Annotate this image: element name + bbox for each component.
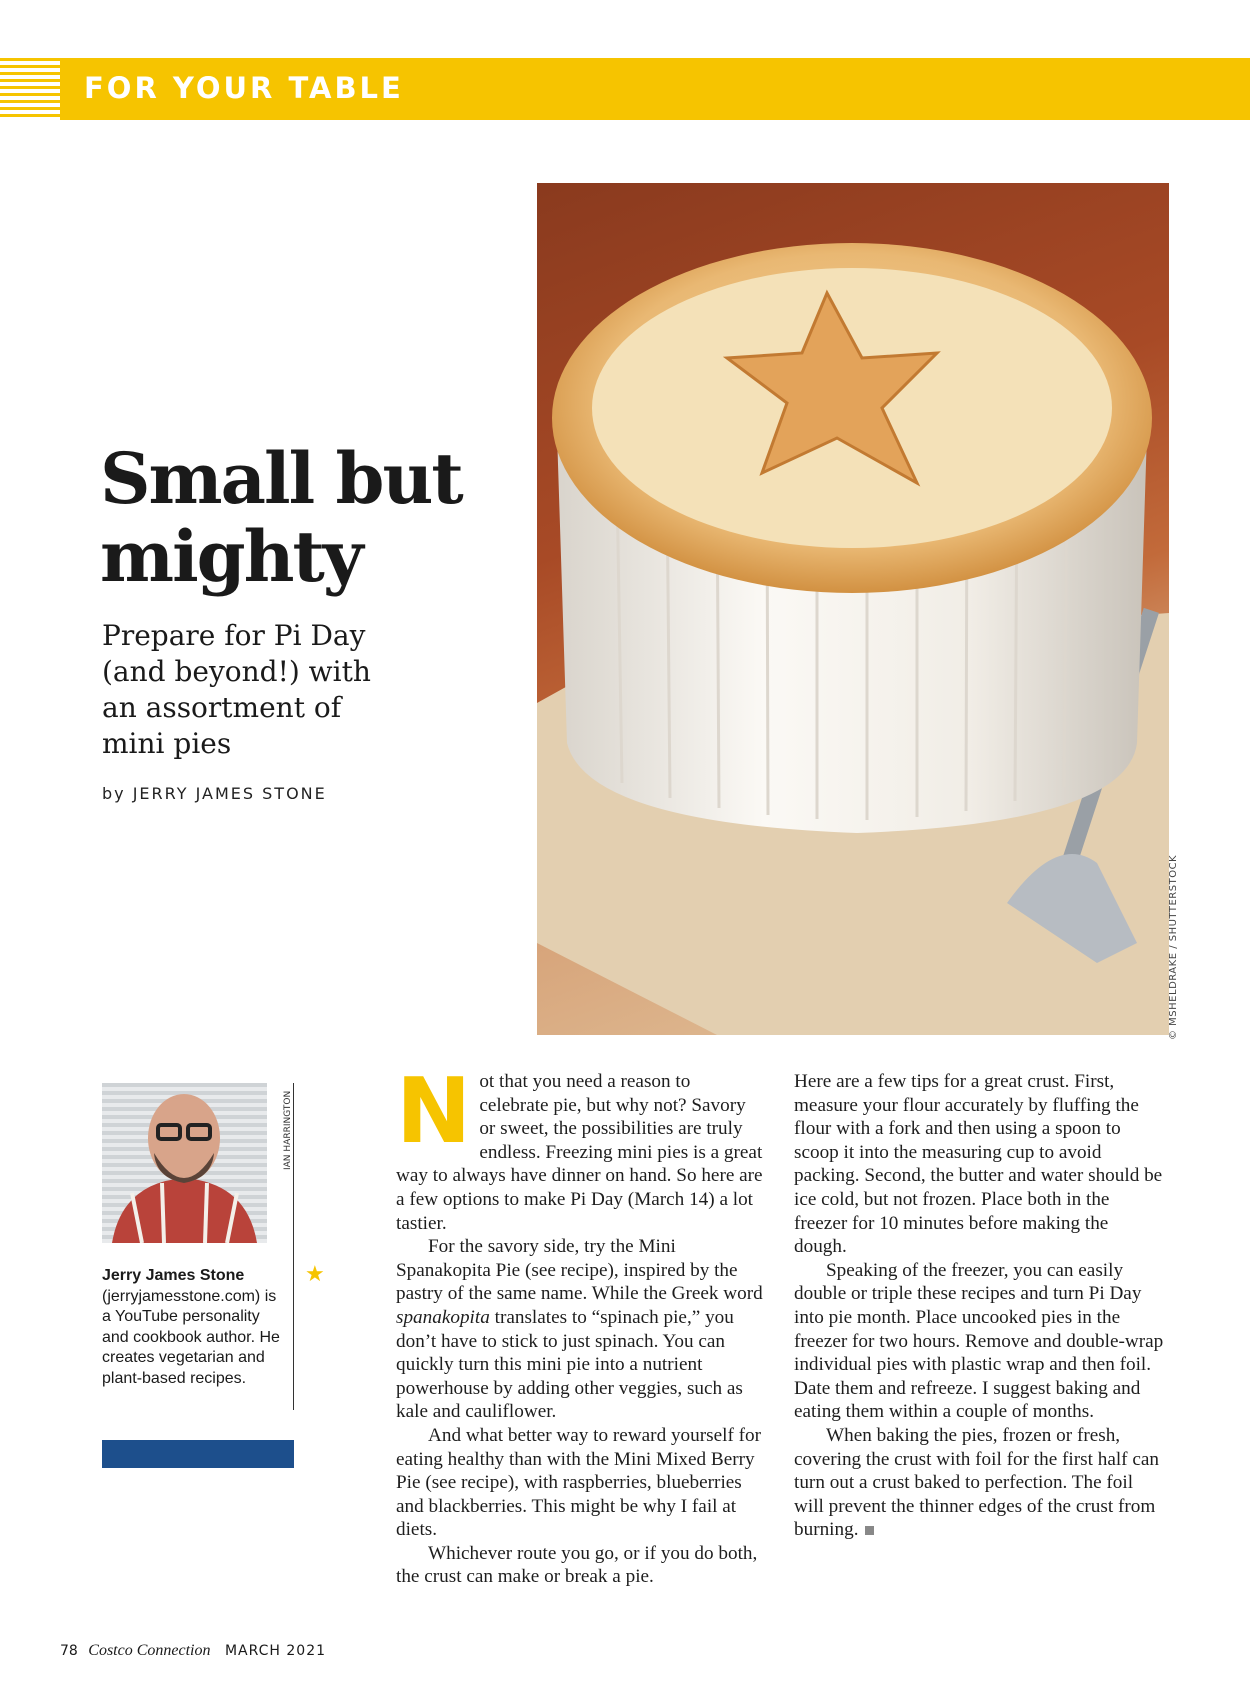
- banner-stripes: [0, 58, 60, 120]
- headline-line-2: mighty: [100, 515, 362, 598]
- author-name: Jerry James Stone: [102, 1267, 245, 1284]
- headline-line-1: Small but: [100, 437, 462, 520]
- author-description: (jerryjamesstone.com) is a YouTube personality and cookbook author. He creates vegetarian and plant-based recipes.: [102, 1287, 280, 1387]
- hero-photo: [537, 183, 1169, 1035]
- headline: [100, 437, 520, 598]
- body-column-1: [396, 1059, 764, 1589]
- section-title: FOR YOUR TABLE: [84, 71, 404, 105]
- paragraph-4: Whichever route you go, or if you do both, the crust can make or break a pie.: [396, 1542, 758, 1588]
- photo-credit: © MSHELDRAKE / SHUTTERSTOCK: [1168, 854, 1179, 1040]
- subheadline: Prepare for Pi Day (and beyond!) with an assortment of mini pies: [102, 619, 371, 760]
- author-photo: [102, 1083, 267, 1243]
- paragraph-2: For the savory side, try the Mini Spanakopita Pie (see recipe), inspired by the pastry of the same name. While the Greek word spanakopita translates to “spinach pie,” you don’t have to stick to just spinach. You can quickly turn this mini pie into a nutrient powerhouse by adding other veggies, such as kale and cauliflower.: [396, 1236, 763, 1423]
- page-footer: [60, 1642, 326, 1660]
- paragraph-5: Here are a few tips for a great crust. First, measure your flour accurately by fluffing the flour with a fork and then using a spoon to scoop it into the measuring cup to avoid packing. Second, the butter and water should be ice cold, but not frozen. Place both in the freezer for 10 minutes before making the dough.: [794, 1071, 1163, 1258]
- paragraph-3: And what better way to reward yourself for eating healthy than with the Mini Mixed Berry Pie (see recipe), with raspberries, blueberries and blackberries. This might be why I fail at diets.: [396, 1424, 761, 1541]
- author-photo-credit: IAN HARRINGTON: [283, 1090, 293, 1170]
- star-icon: ★: [305, 1262, 325, 1287]
- paragraph-7: When baking the pies, frozen or fresh, covering the crust with foil for the first half can turn out a crust baked to perfection. The foil will prevent the thinner edges of the crust from burning.: [794, 1424, 1159, 1541]
- author-divider: [293, 1083, 294, 1410]
- paragraph-1: Not that you need a reason to celebrate pie, but why not? Savory or sweet, the possibilities are truly endless. Freezing mini pies is a great way to always have dinner on hand. So here are a few options to make Pi Day (March 14) a lot tastier.: [396, 1059, 763, 1234]
- pie-illustration: [537, 183, 1169, 1035]
- drop-cap: N: [396, 1059, 472, 1164]
- paragraph-6: Speaking of the freezer, you can easily double or triple these recipes and turn Pi Day into pie month. Place uncooked pies in the freezer for two hours. Remove and double-wrap individual pies with plastic wrap and then foil. Date them and refreeze. I suggest baking and eating them within a couple of months.: [794, 1259, 1164, 1423]
- page-number: 78: [60, 1643, 78, 1659]
- issue-date: MARCH 2021: [224, 1643, 327, 1659]
- body-column-2: [794, 1070, 1164, 1542]
- byline: by JERRY JAMES STONE: [102, 784, 327, 803]
- section-banner: [60, 58, 1250, 120]
- end-mark-icon: [865, 1526, 874, 1535]
- author-bar: [102, 1440, 294, 1468]
- author-bio: [102, 1266, 287, 1389]
- magazine-name: Costco Connection: [88, 1642, 211, 1659]
